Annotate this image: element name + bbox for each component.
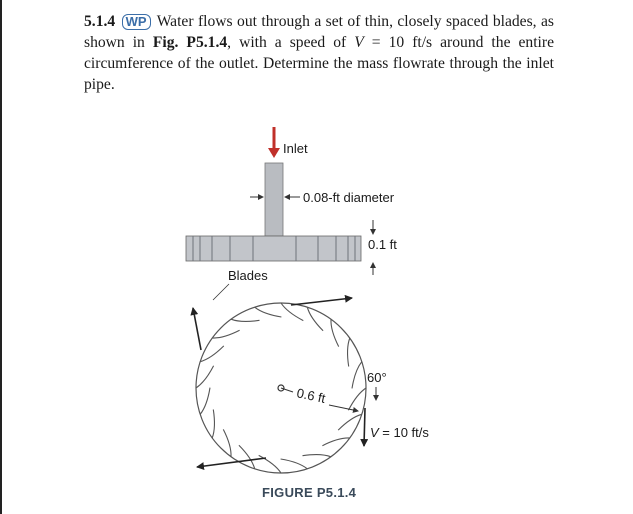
blade bbox=[281, 459, 308, 469]
radius-arrow bbox=[329, 405, 358, 411]
blades-leader bbox=[213, 284, 229, 300]
velocity-arrow-top bbox=[291, 298, 352, 305]
figure-caption: FIGURE P5.1.4 bbox=[262, 485, 357, 500]
inlet-label: Inlet bbox=[283, 141, 308, 156]
blade bbox=[223, 429, 231, 456]
blade bbox=[303, 455, 332, 457]
inlet-arrowhead-icon bbox=[268, 148, 280, 158]
blade bbox=[348, 338, 350, 367]
gap-label: 0.1 ft bbox=[368, 237, 397, 252]
angle-label: 60° bbox=[367, 370, 387, 385]
blades-label: Blades bbox=[228, 268, 268, 283]
blade bbox=[212, 410, 214, 439]
problem-number: 5.1.4 bbox=[84, 13, 116, 30]
blade bbox=[255, 307, 282, 317]
velocity-arrow-right bbox=[364, 408, 365, 446]
wp-badge[interactable]: WP bbox=[122, 14, 151, 30]
velocity-label: V = 10 ft/s bbox=[370, 425, 429, 440]
velocity-variable: V bbox=[354, 34, 364, 51]
problem-text-b: , with a speed of bbox=[227, 34, 347, 51]
diameter-label: 0.08-ft diameter bbox=[303, 190, 395, 205]
velocity-arrow-left bbox=[193, 308, 201, 350]
problem-text-c: = 10 ft/s around the entire circumference of the outlet. Determine the mass flowrate through the inlet pipe. bbox=[84, 34, 554, 93]
blade bbox=[352, 362, 362, 389]
blade bbox=[231, 319, 260, 321]
blade bbox=[322, 438, 349, 446]
blade bbox=[200, 388, 210, 415]
velocity-arrow-bottom bbox=[197, 458, 266, 467]
figure-reference[interactable]: Fig. P5.1.4 bbox=[152, 34, 228, 51]
radius-label: 0.6 ft bbox=[295, 385, 327, 406]
problem-text-a: Water flows out through a set of thin, closely spaced blades, as shown in bbox=[84, 13, 554, 51]
blade bbox=[331, 319, 339, 346]
blade bbox=[212, 330, 239, 338]
inlet-pipe bbox=[265, 163, 283, 236]
